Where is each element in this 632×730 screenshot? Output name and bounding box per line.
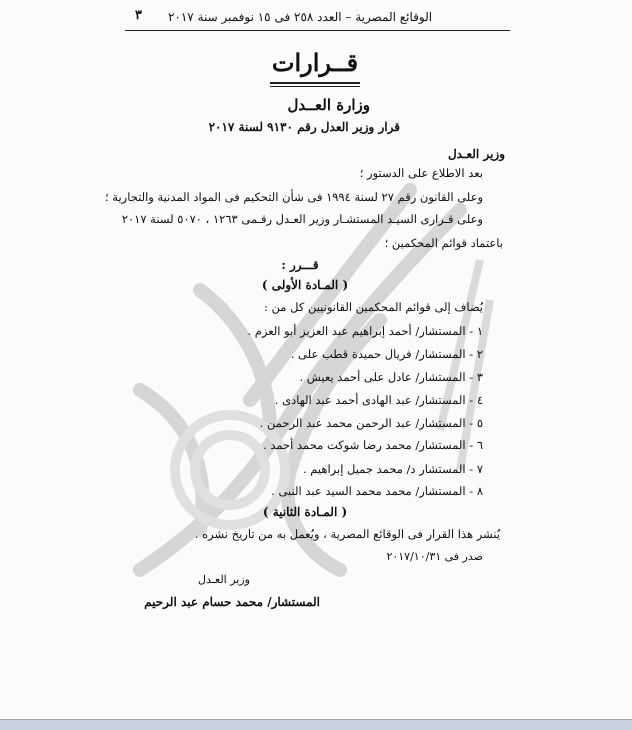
preamble-line-2: وعلى القانون رقم ٢٧ لسنة ١٩٩٤ فى شأن التحكيم فى المواد المدنية والتجارية ؛	[104, 190, 483, 204]
ministry-heading: وزارة العــدل	[287, 96, 370, 114]
preamble-line-3: وعلى قـرارى السيـد المستشـار وزير العـدل رقـمى ١٢٦٣ ، ٥٠٧٠ لسنة ٢٠١٧	[121, 212, 483, 226]
header-rule	[125, 30, 510, 31]
article-1-intro: يُضاف إلى قوائم المحكمين القانونيين كل من :	[264, 300, 483, 314]
running-header: الوقائع المصرية – العدد ٢٥٨ فى ١٥ نوفمبر سنة ٢٠١٧	[167, 10, 433, 24]
signature-name: المستشار/ محمد حسام عبد الرحيم	[144, 595, 320, 609]
preamble-line-4: باعتماد قوائم المحكمين ؛	[384, 236, 503, 250]
section-title: قــرارات	[271, 48, 359, 77]
article-1-heading: ( المـادة الأولى )	[261, 278, 349, 292]
list-item: ٣ - المستشار/ عادل على أحمد يعيش .	[299, 370, 483, 384]
decree-title: قرار وزير العدل رقم ٩١٣٠ لسنة ٢٠١٧	[208, 120, 400, 134]
list-item: ٦ - المستشار/ محمد رضا شوكت محمد أحمد .	[263, 438, 483, 452]
title-underline-thin	[270, 86, 360, 87]
article-2-text: يُنشر هذا القرار فى الوقائع المصرية ، ويُعمل به من تاريخ نشره .	[194, 527, 500, 541]
list-item: ٢ - المستشار/ فريال حميدة قطب على .	[290, 347, 483, 361]
list-item: ٤ - المستشار/ عبد الهادى أحمد عبد الهادى .	[274, 393, 483, 407]
issuer-heading: وزير العـدل	[447, 147, 505, 161]
preamble-line-1: بعد الاطلاع على الدستور ؛	[359, 166, 483, 180]
page-number: ٣	[135, 8, 142, 23]
list-item: ٥ - المستشار/ عبد الرحمن محمد عبد الرحمن .	[259, 416, 483, 430]
title-underline	[270, 82, 360, 84]
decided-heading: قـــرر :	[281, 258, 319, 272]
window-bottom-bar	[0, 719, 632, 730]
article-2-heading: ( المـادة الثانية )	[262, 505, 348, 519]
issued-date: صدر فى ٢٠١٧/١٠/٣١	[386, 550, 483, 563]
list-item: ١ - المستشار/ أحمد إبراهيم عبد العزيز أبو العزم .	[247, 324, 483, 338]
list-item: ٧ - المستشار د/ محمد جميل إبراهيم .	[302, 462, 483, 476]
signature-title: وزير العـدل	[198, 573, 250, 586]
list-item: ٨ - المستشار/ محمد محمد السيد عبد النبى .	[271, 484, 483, 498]
